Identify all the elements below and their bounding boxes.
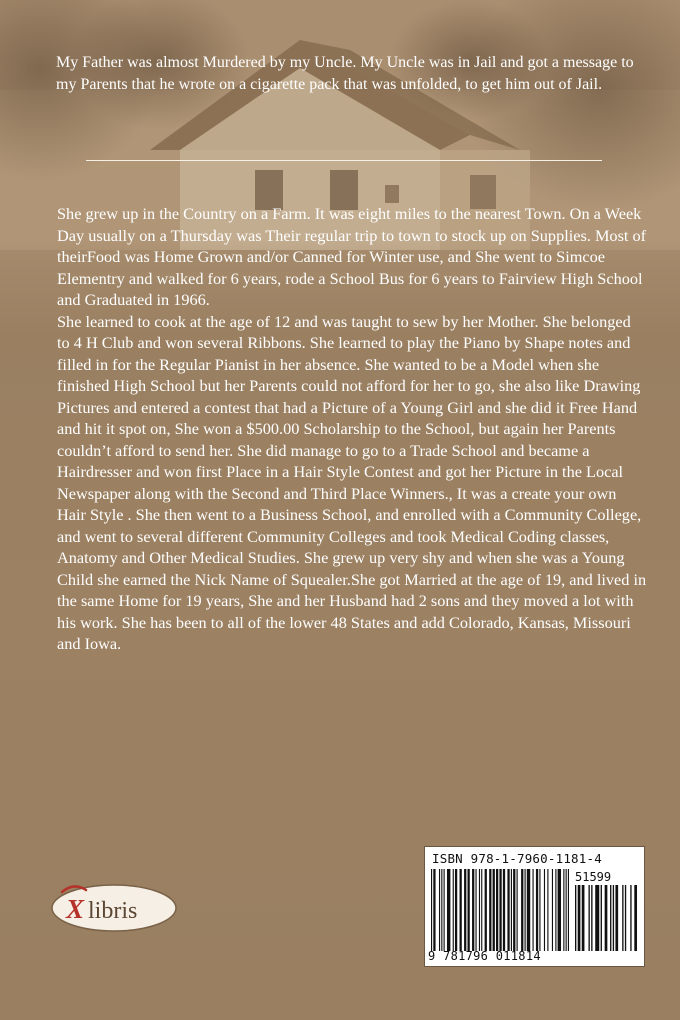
barcode-bar: [447, 869, 450, 951]
barcode-bar: [507, 869, 509, 951]
barcode-bar: [591, 885, 592, 951]
barcode-bar: [517, 869, 518, 951]
barcode-bar: [615, 885, 618, 951]
barcode-bar: [453, 869, 454, 951]
barcode-bar: [578, 885, 581, 951]
barcode-bar: [472, 869, 474, 951]
barcode-bar: [634, 885, 637, 951]
bio-paragraph: She learned to cook at the age of 12 and was taught to sew by her Mother. She belonged to 4 H Club and won several Ribbons. She learned to play the Piano by Shape notes and filled in for the Regular Pianist in her absence. She wanted to be a Model when she finished High School but her Parents could not afford for her to go, she also like Drawing Pictures and entered a contest that had a Picture of a Young Girl and she did it Free Hand and hit it spot on, She won a $500.00 Scholarship to the School, but again her Parents couldn’t afford to send her. She did manage to go to a Trade School and became a Hairdresser and won first Place in a Hair Style Contest and got her Picture in the Local Newspaper along with the Second and Third Place Winners., It was a create your own Hair Style . She then went to a Business School, and enrolled with a Community College, and went to several different Community Colleges and took Medical Coding classes, Anatomy and Other Medical Studies. She grew up very shy and when she was a Young Child she earned the Nick Name of Squealer.She got Married at the age of 19, and lived in the same Home for 19 years, She and her Husband had 2 sons and they moved a lot with his work. She has been to all of the lower 48 States and add Colorado, Kansas, Missouri and Iowa.: [57, 311, 647, 653]
barcode-bar: [622, 885, 623, 951]
barcode-bar: [511, 869, 512, 951]
barcode-bar: [479, 869, 480, 951]
barcode-bar: [613, 885, 614, 951]
barcode-bar: [521, 869, 523, 951]
barcode-bar: [431, 869, 432, 951]
isbn-label: ISBN 978-1-7960-1181-4: [432, 851, 602, 866]
barcode-bar: [460, 869, 462, 951]
barcode-bar: [539, 869, 540, 951]
barcode-bar: [503, 869, 505, 951]
isbn-barcode: [424, 846, 645, 967]
svg-text:X: X: [66, 894, 85, 924]
barcode-bar: [555, 869, 556, 951]
family-quote: My Father was almost Murdered by my Uncle. My Uncle was in Jail and got a message to my Parents that he wrote on a cigarette pack that was unfolded, to get him out of Jail.: [56, 54, 634, 93]
barcode-bar: [588, 885, 589, 951]
barcode-bar: [439, 869, 440, 951]
barcode-bar: [536, 869, 538, 951]
barcode-bar: [630, 885, 631, 951]
barcode-bar: [464, 869, 466, 951]
barcode-bar: [625, 885, 626, 951]
barcode-bar: [547, 869, 548, 951]
barcode-bar: [605, 885, 608, 951]
barcode-bar: [433, 869, 435, 951]
barcode-bar: [496, 869, 498, 951]
price-code: 51599: [575, 870, 612, 884]
barcode-bar: [610, 885, 611, 951]
barcode-bar: [481, 869, 482, 951]
barcode-bar: [595, 885, 599, 951]
section-divider: [86, 160, 602, 161]
barcode-bar: [513, 869, 515, 951]
barcode-bar: [485, 869, 487, 951]
barcode-bar: [533, 869, 534, 951]
barcode-bar: [544, 869, 545, 951]
xlibris-logo: [48, 878, 178, 934]
barcode-bar: [499, 869, 501, 951]
barcode-bar: [575, 885, 576, 951]
barcode-bar: [601, 885, 602, 951]
ean-digits: 9 781796 011814: [428, 949, 541, 963]
barcode-bar: [525, 869, 526, 951]
barcode-bar: [467, 869, 469, 951]
barcode-bar: [563, 869, 564, 951]
barcode-bar: [568, 869, 569, 951]
barcode-bar: [558, 869, 561, 951]
barcode-bar: [493, 869, 495, 951]
author-biography: [57, 203, 647, 655]
barcode-bar: [444, 869, 445, 951]
barcode-bar: [489, 869, 491, 951]
barcode-bar: [527, 869, 530, 951]
barcode-bar: [552, 869, 553, 951]
barcode-bar: [441, 869, 442, 951]
barcode-bar: [475, 869, 476, 951]
addon-bars: [575, 885, 637, 951]
ean-bars: [431, 869, 569, 951]
barcode-bar: [455, 869, 457, 951]
barcode-bar: [582, 885, 585, 951]
barcode-bar: [566, 869, 567, 951]
bio-paragraph: She grew up in the Country on a Farm. It was eight miles to the nearest Town. On a Week Day usually on a Thursday was Their regular trip to town to stock up on Supplies. Most of theirFood was Home Grown and/or Canned for Winter use, and She went to Simcoe Elementry and walked for 6 years, rode a School Bus for 6 years to Fairview High School and Graduated in 1966.: [57, 204, 647, 309]
svg-text:libris: libris: [88, 898, 138, 924]
